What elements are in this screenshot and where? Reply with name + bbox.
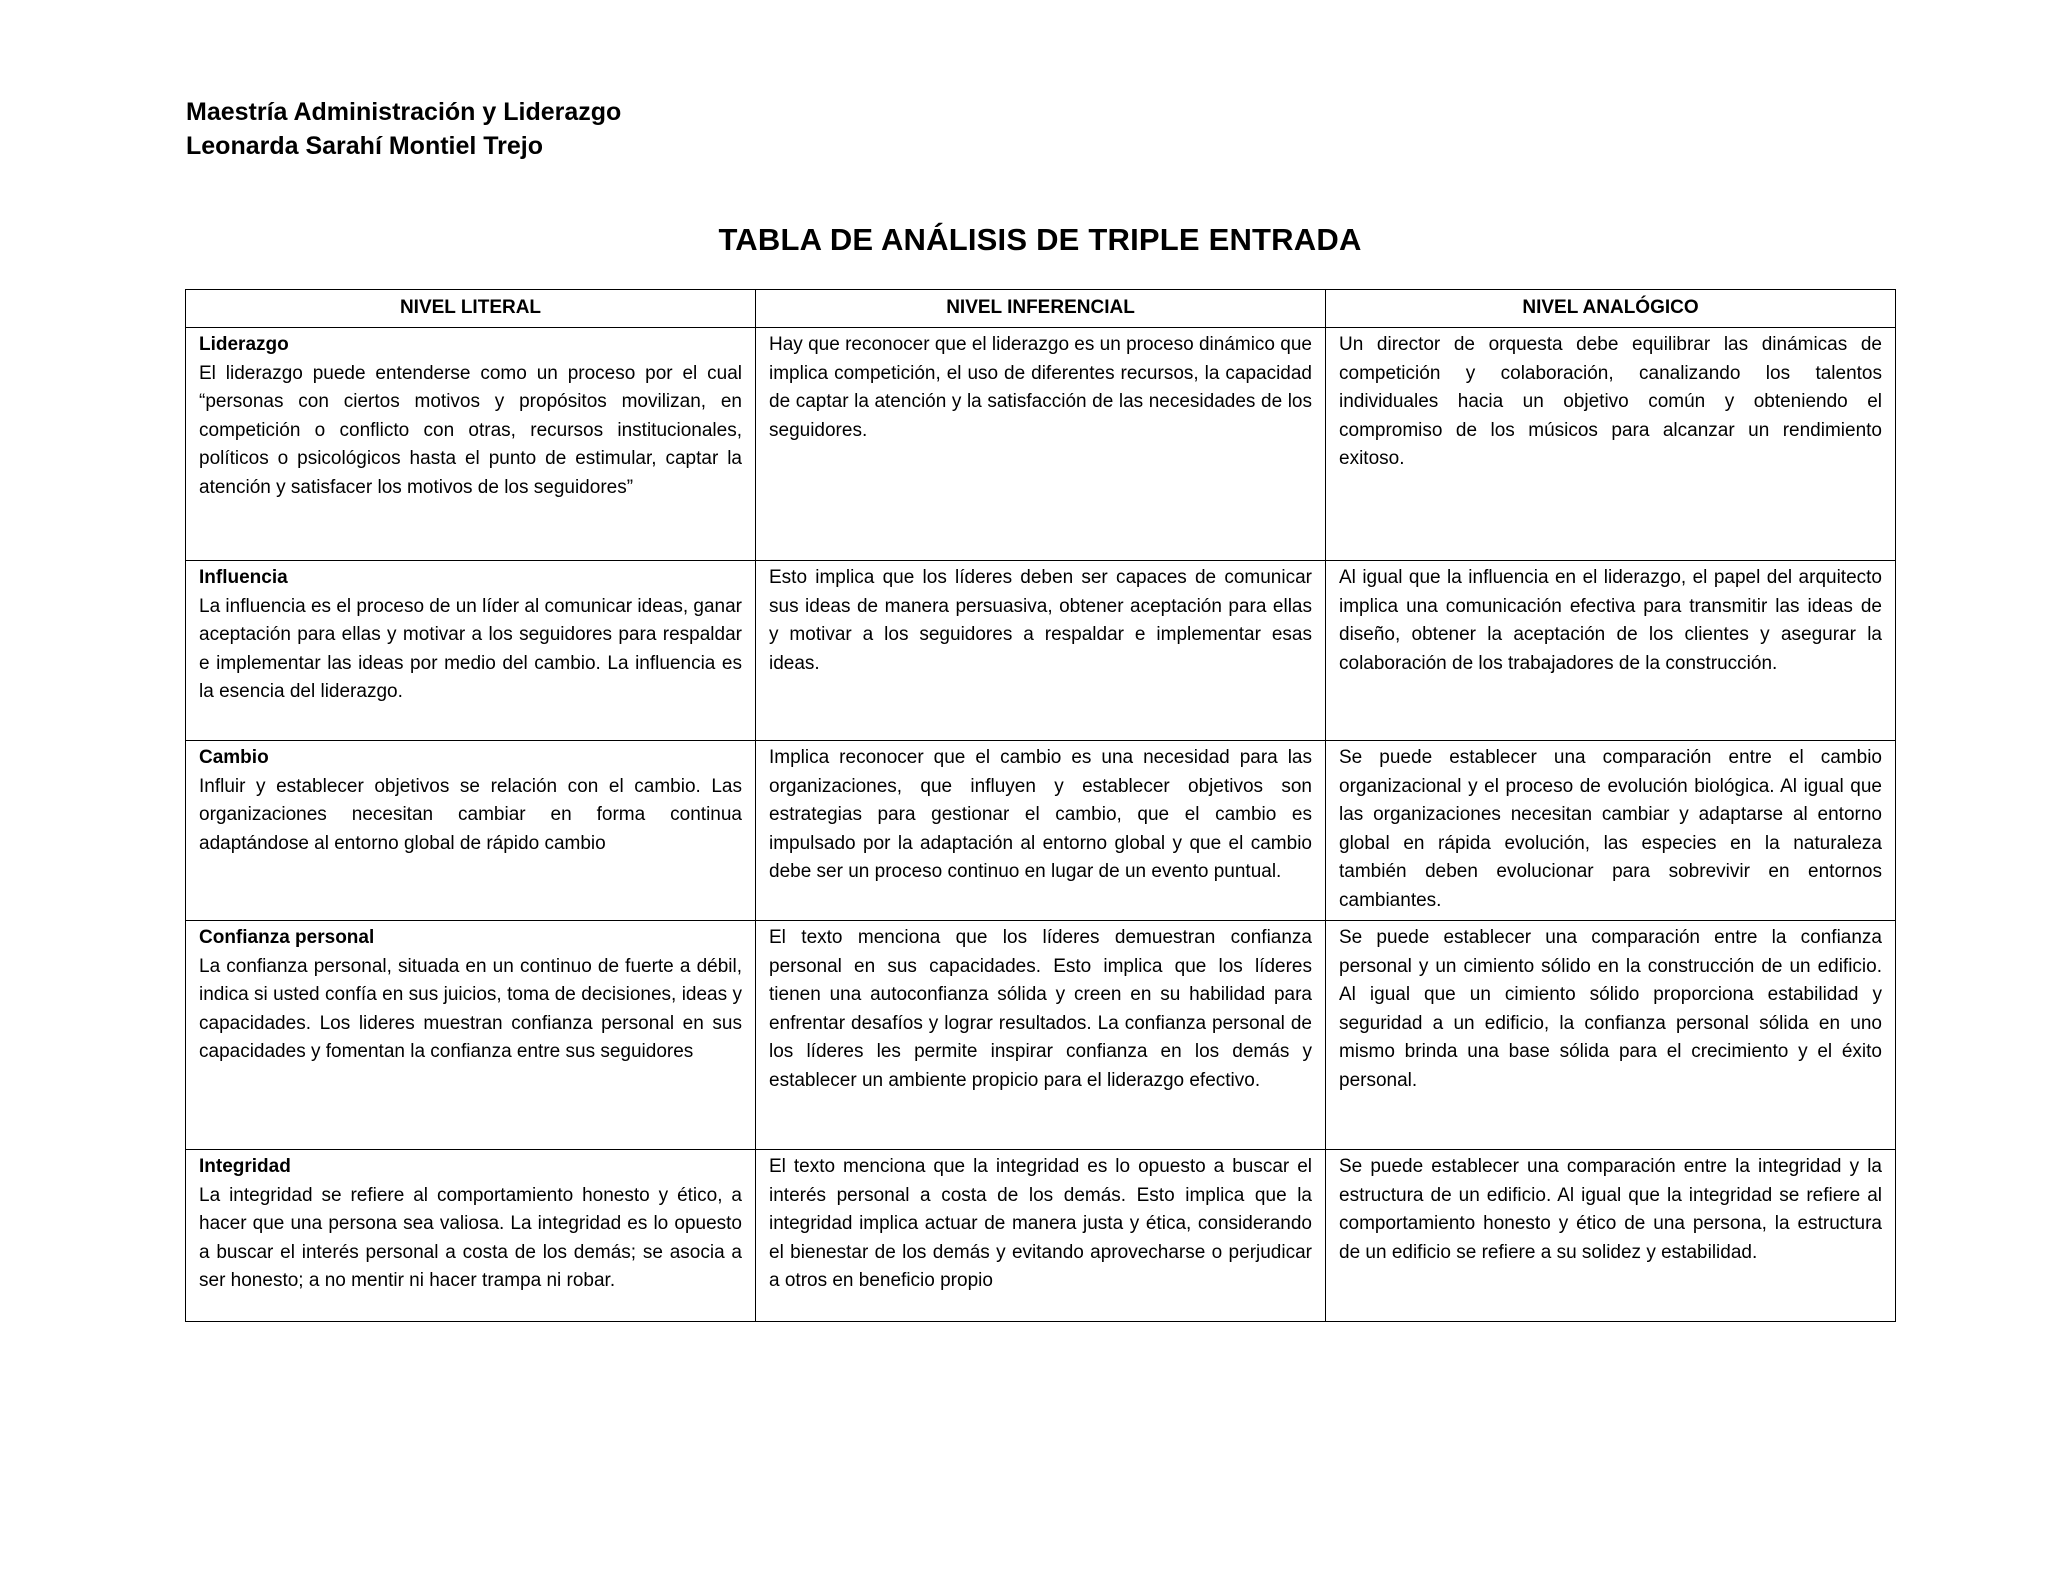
table-row [186, 1150, 1896, 1322]
row-term: Cambio [199, 747, 269, 768]
document-header [186, 95, 621, 163]
cell-literal [186, 561, 756, 741]
literal-text: Influir y establecer objetivos se relación con el cambio. Las organizaciones necesitan cambiar en forma continua adaptándose al entorno global de rápido cambio [199, 775, 742, 854]
cell-literal [186, 1150, 756, 1322]
cell-inferencial: El texto menciona que los líderes demuestran confianza personal en sus capacidades. Esto implica que los líderes tienen una autoconfianza sólida y creen en su habilidad para enfrentar desafíos y lograr resultados. La confianza personal de los líderes les permite inspirar confianza en los demás y establecer un ambiente propicio para el liderazgo efectivo. [756, 921, 1326, 1150]
cell-inferencial: Implica reconocer que el cambio es una necesidad para las organizaciones, que influyen y establecer objetivos son estrategias para gestionar el cambio, que el cambio es impulsado por la adaptación al entorno global y que el cambio debe ser un proceso continuo en lugar de un evento puntual. [756, 741, 1326, 921]
column-header-literal: NIVEL LITERAL [186, 290, 756, 328]
table-header-row [186, 290, 1896, 328]
table-row [186, 561, 1896, 741]
row-term: Integridad [199, 1156, 291, 1177]
literal-text: La influencia es el proceso de un líder al comunicar ideas, ganar aceptación para ellas y motivar a los seguidores para respaldar e implementar las ideas por medio del cambio. La influencia es la esencia del liderazgo. [199, 595, 742, 702]
table-row [186, 921, 1896, 1150]
cell-analogico: Un director de orquesta debe equilibrar las dinámicas de competición y colaboración, canalizando los talentos individuales hacia un objetivo común y obteniendo el compromiso de los músicos para alcanzar un rendimiento exitoso. [1326, 328, 1896, 561]
analysis-table [185, 289, 1896, 1322]
cell-analogico: Se puede establecer una comparación entre el cambio organizacional y el proceso de evolución biológica. Al igual que las organizaciones necesitan cambiar y adaptarse al entorno global en rápida evolución, las especies en la naturaleza también deben evolucionar para sobrevivir en entornos cambiantes. [1326, 741, 1896, 921]
cell-literal [186, 328, 756, 561]
program-name: Maestría Administración y Liderazgo [186, 98, 622, 126]
author-name: Leonarda Sarahí Montiel Trejo [186, 132, 544, 160]
row-term: Liderazgo [199, 334, 289, 355]
cell-inferencial: El texto menciona que la integridad es lo opuesto a buscar el interés personal a costa de los demás. Esto implica que la integridad implica actuar de manera justa y ética, considerando el bienestar de los demás y evitando aprovecharse o perjudicar a otros en beneficio propio [756, 1150, 1326, 1322]
table-row [186, 741, 1896, 921]
cell-inferencial: Hay que reconocer que el liderazgo es un proceso dinámico que implica competición, el uso de diferentes recursos, la capacidad de captar la atención y la satisfacción de las necesidades de los seguidores. [756, 328, 1326, 561]
cell-inferencial: Esto implica que los líderes deben ser capaces de comunicar sus ideas de manera persuasiva, obtener aceptación para ellas y motivar a los seguidores a respaldar e implementar esas ideas. [756, 561, 1326, 741]
row-term: Influencia [199, 567, 288, 588]
literal-text: El liderazgo puede entenderse como un proceso por el cual “personas con ciertos motivos y propósitos movilizan, en competición o conflicto con otras, recursos institucionales, políticos o psicológicos hasta el punto de estimular, captar la atención y satisfacer los motivos de los seguidores” [199, 362, 742, 498]
cell-literal [186, 741, 756, 921]
cell-analogico: Al igual que la influencia en el liderazgo, el papel del arquitecto implica una comunicación efectiva para transmitir las ideas de diseño, obtener la aceptación de los clientes y asegurar la colaboración de los trabajadores de la construcción. [1326, 561, 1896, 741]
column-header-analogico: NIVEL ANALÓGICO [1326, 290, 1896, 328]
row-term: Confianza personal [199, 927, 375, 948]
column-header-inferencial: NIVEL INFERENCIAL [756, 290, 1326, 328]
cell-analogico: Se puede establecer una comparación entre la confianza personal y un cimiento sólido en la construcción de un edificio. Al igual que un cimiento sólido proporciona estabilidad y seguridad a un edificio, la confianza personal sólida en uno mismo brinda una base sólida para el crecimiento y el éxito personal. [1326, 921, 1896, 1150]
cell-literal [186, 921, 756, 1150]
literal-text: La confianza personal, situada en un continuo de fuerte a débil, indica si usted confía en sus juicios, toma de decisiones, ideas y capacidades. Los lideres muestran confianza personal en sus capacidades y fomentan la confianza entre sus seguidores [199, 955, 742, 1062]
table-row [186, 328, 1896, 561]
literal-text: La integridad se refiere al comportamiento honesto y ético, a hacer que una persona sea valiosa. La integridad es lo opuesto a buscar el interés personal a costa de los demás; se asocia a ser honesto; a no mentir ni hacer trampa ni robar. [199, 1184, 742, 1291]
cell-analogico: Se puede establecer una comparación entre la integridad y la estructura de un edificio. Al igual que la integridad se refiere al comportamiento honesto y ético de una persona, la estructura de un edificio se refiere a su solidez y estabilidad. [1326, 1150, 1896, 1322]
document-title: TABLA DE ANÁLISIS DE TRIPLE ENTRADA [718, 222, 1362, 257]
